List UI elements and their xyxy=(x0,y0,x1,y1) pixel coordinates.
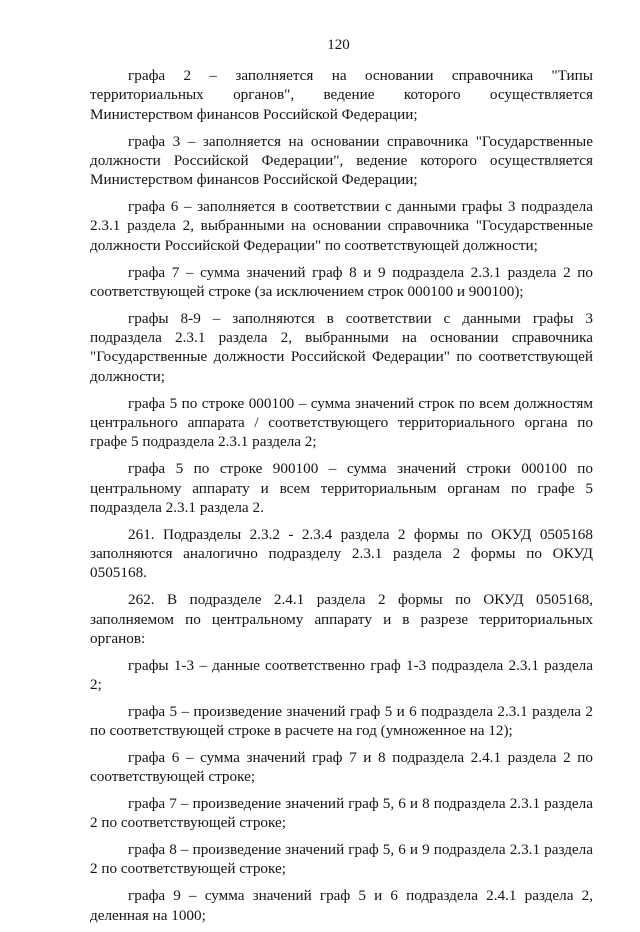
paragraph-grafa-5: графа 5 – произведение значений граф 5 и 6 подраздела 2.3.1 раздела 2 по соответствующей строке в расчете на год (умноженное на 12); xyxy=(90,702,593,740)
paragraph-grafa-5-row-900100: графа 5 по строке 900100 – сумма значений строки 000100 по центральному аппарату и всем территориальным органам по графе 5 подраздела 2.3.1 раздела 2. xyxy=(90,460,593,516)
paragraph-grafa-3: графа 3 – заполняется на основании справочника "Государственные должности Российской Федерации", ведение которого осуществляется Министерством финансов Российской Федерации; xyxy=(90,132,593,189)
page-number: 120 xyxy=(327,37,350,53)
paragraph-grafa-7: графа 7 – сумма значений граф 8 и 9 подраздела 2.3.1 раздела 2 по соответствующей строке (за исключением строк 000100 и 900100); xyxy=(90,263,593,300)
paragraph-grafa-2: графа 2 – заполняется на основании справочника "Типы территориальных органов", ведение которого осуществляется Министерством финансов Российской Федерации; xyxy=(90,67,593,123)
paragraph-grafa-8-product: графа 8 – произведение значений граф 5, 6 и 9 подраздела 2.3.1 раздела 2 по соответствующей строке; xyxy=(90,841,593,878)
paragraph-grafa-7-product: графа 7 – произведение значений граф 5, 6 и 8 подраздела 2.3.1 раздела 2 по соответствующей строке; xyxy=(90,794,593,832)
paragraph-grafa-5-row-000100: графа 5 по строке 000100 – сумма значений строк по всем должностям центрального аппарата / соответствующего территориального органа по графе 5 подраздела 2.3.1 раздела 2; xyxy=(90,394,593,451)
paragraph-grafa-6: графа 6 – заполняется в соответствии с данными графы 3 подраздела 2.3.1 раздела 2, выбранными на основании справочника "Государственные должности Российской Федерации" по соответствующей должности; xyxy=(90,198,593,254)
paragraph-grafa-6-sum: графа 6 – сумма значений граф 7 и 8 подраздела 2.4.1 раздела 2 по соответствующей строке; xyxy=(90,748,593,786)
paragraph-grafa-9-sum: графа 9 – сумма значений граф 5 и 6 подраздела 2.4.1 раздела 2, деленная на 1000; xyxy=(90,887,593,924)
paragraph-item-261: 261. Подразделы 2.3.2 - 2.3.4 раздела 2 формы по ОКУД 0505168 заполняются аналогично подразделу 2.3.1 раздела 2 формы по ОКУД 0505168. xyxy=(90,525,593,582)
paragraph-item-262: 262. В подразделе 2.4.1 раздела 2 формы по ОКУД 0505168, заполняемом по центральному аппарату и в разрезе территориальных органов: xyxy=(90,591,593,647)
document-body xyxy=(90,66,593,932)
paragraph-grafy-8-9: графы 8-9 – заполняются в соответствии с данными графы 3 подраздела 2.3.1 раздела 2, выбранными на основании справочника "Государственные должности Российской Федерации" по соответствующей должности; xyxy=(90,309,593,385)
paragraph-grafy-1-3: графы 1-3 – данные соответственно граф 1-3 подраздела 2.3.1 раздела 2; xyxy=(90,656,593,694)
